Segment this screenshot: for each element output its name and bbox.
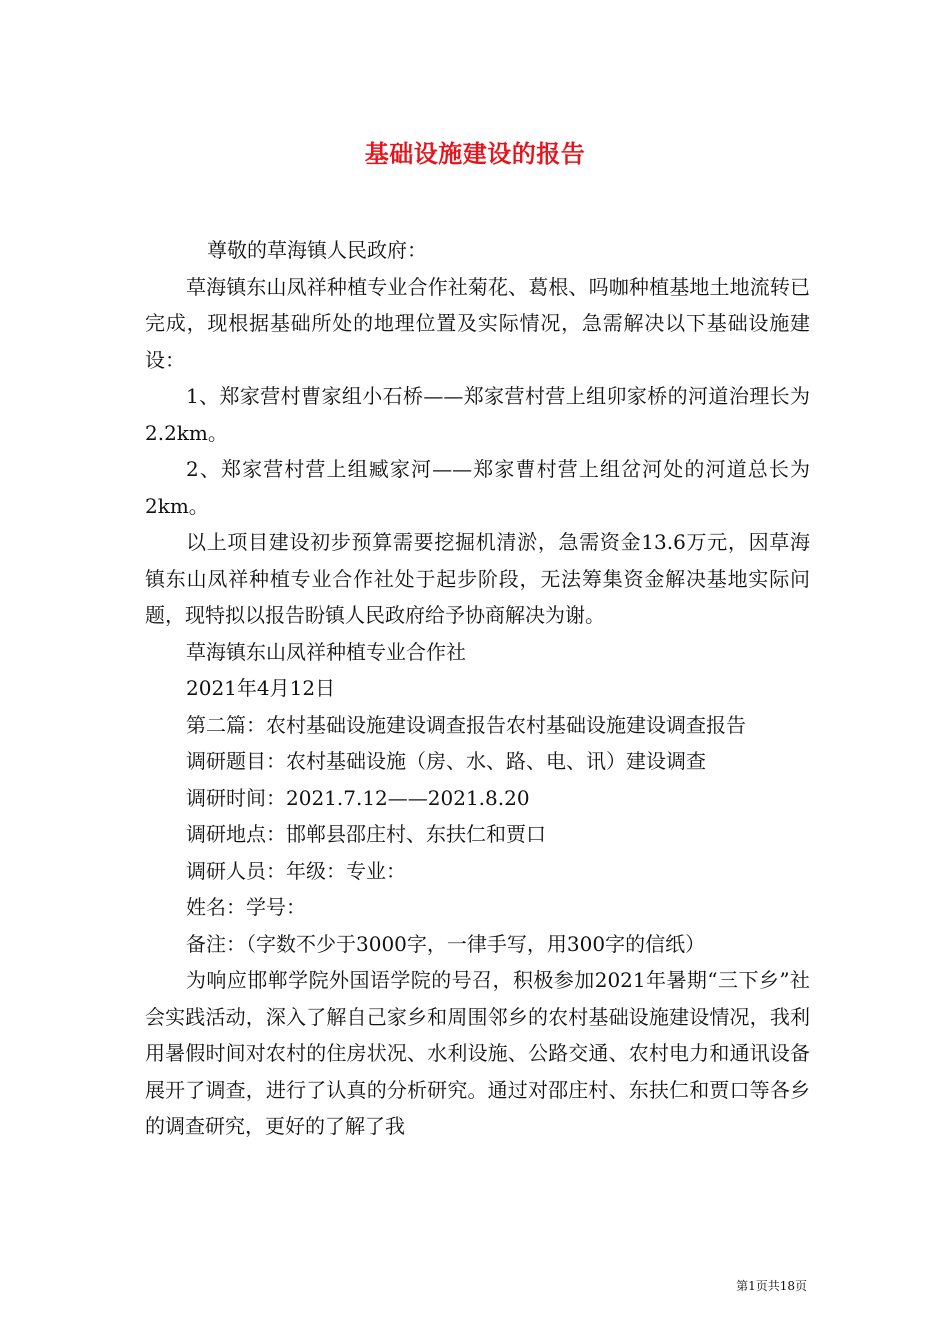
survey-personnel: 调研人员：年级：专业：	[186, 858, 406, 883]
survey-topic: 调研题目：农村基础设施（房、水、路、电、讯）建设调查	[186, 749, 706, 773]
document-title: 基础设施建设的报告	[364, 139, 586, 168]
item-2-paragraph: 2、郑家营村营上组臧家河——郑家曹村营上组岔河处的河道总长为2km。	[145, 457, 810, 518]
second-article-heading: 第二篇：农村基础设施建设调查报告农村基础设施建设调查报告	[186, 712, 746, 737]
survey-remark: 备注：（字数不少于3000字，一律手写，用300字的信纸）	[186, 931, 706, 956]
document-body	[145, 232, 810, 1145]
page-number: 第1页共18页	[736, 1279, 807, 1293]
signature-date: 2021年4月12日	[186, 676, 336, 700]
body-paragraph: 为响应邯郸学院外国语学院的号召，积极参加2021年暑期“三下乡”社会实践活动，深入了解自己家乡和周围邻乡的农村基础设施建设情况，我利用暑假时间对农村的住房状况、水利设施、公路交通、农村电力和通讯设备展开了调查，进行了认真的分析研究。通过对邵庄村、东扶仁和贾口等各乡的调查研究，更好的了解了我	[145, 968, 810, 1138]
greeting-paragraph: 尊敬的草海镇人民政府：	[207, 238, 427, 262]
survey-name-id: 姓名：学号：	[186, 895, 306, 919]
item-1-paragraph: 1、郑家营村曹家组小石桥——郑家营村营上组卯家桥的河道治理长为2.2km。	[145, 384, 810, 445]
intro-paragraph: 草海镇东山凤祥种植专业合作社菊花、葛根、吗咖种植基地土地流转已完成，现根据基础所处的地理位置及实际情况，急需解决以下基础设施建设：	[145, 274, 810, 372]
signature-org: 草海镇东山凤祥种植专业合作社	[186, 639, 466, 664]
survey-location: 调研地点：邯郸县邵庄村、东扶仁和贾口	[186, 822, 546, 846]
budget-paragraph: 以上项目建设初步预算需要挖掘机清淤，急需资金13.6万元，因草海镇东山凤祥种植专业合作社处于起步阶段，无法筹集资金解决基地实际问题，现特拟以报告盼镇人民政府给予协商解决为谢。	[145, 530, 810, 627]
survey-time: 调研时间：2021.7.12——2021.8.20	[186, 785, 530, 810]
